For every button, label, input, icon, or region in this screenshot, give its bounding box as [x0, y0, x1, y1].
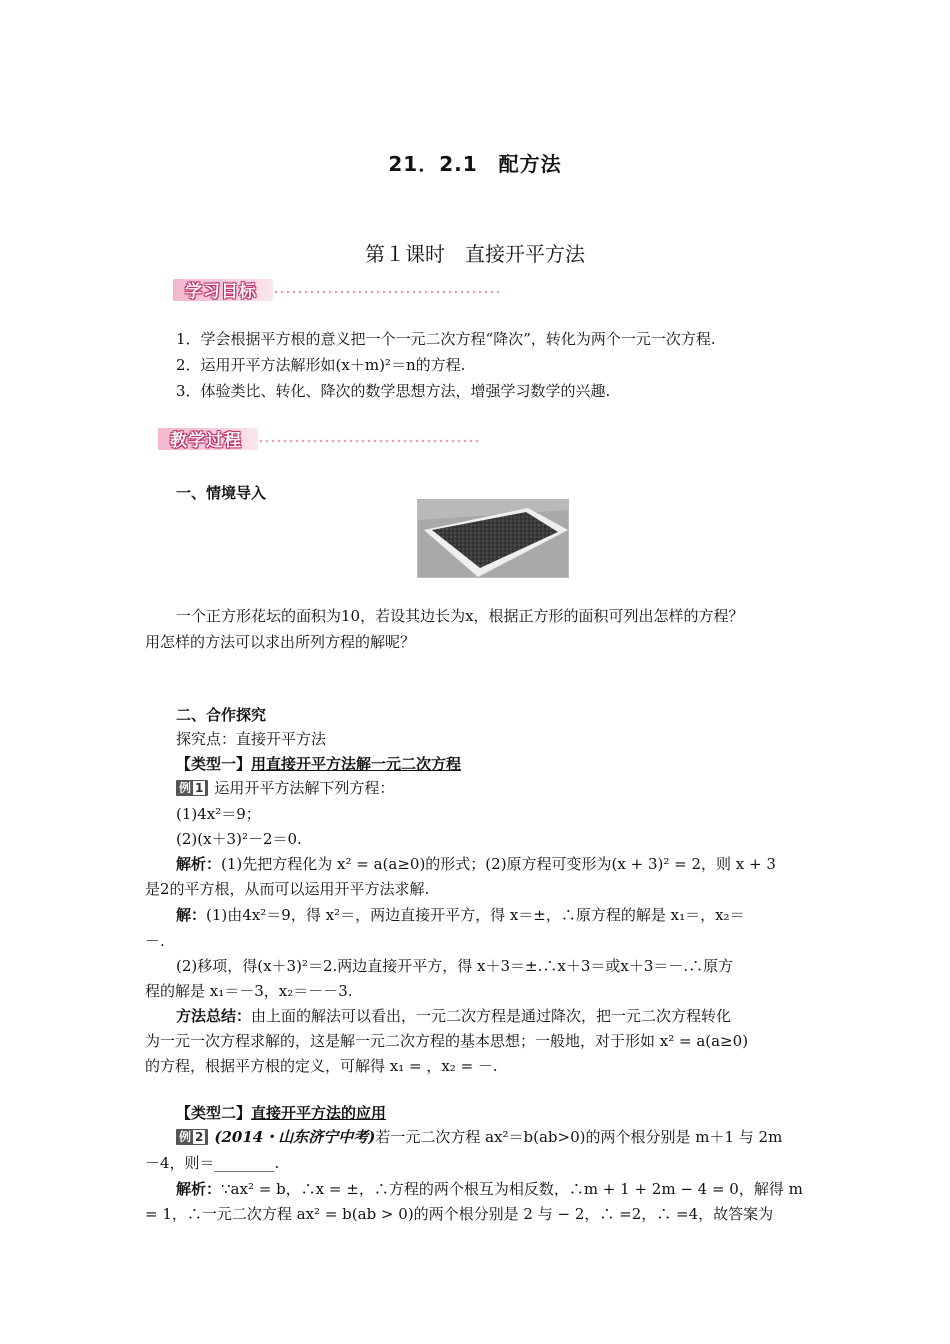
analysis-label: 解析： — [176, 1180, 222, 1198]
solution2-line1: (2)移项，得(x＋3)²＝2.两边直接开平方，得 x＋3＝±.∴x＋3＝或x＋3＝－.∴原方 — [176, 957, 734, 975]
analysis2-line2: = 1，∴一元二次方程 ax² = b(ab > 0)的两个根分别是 2 与 − 2，∴ =2，∴ =4，故答案为 — [145, 1205, 774, 1223]
goal-item-2: 2．运用开平方法解形如(x＋m)²＝n的方程. — [176, 356, 466, 374]
type2-title: 直接开平方法的应用 — [251, 1104, 387, 1122]
type1-label: 【类型一】 — [176, 755, 252, 773]
scenario-text-line2: 用怎样的方法可以求出所列方程的解呢？ — [145, 633, 416, 651]
flowerbed-illustration — [418, 500, 568, 577]
solution1-line2: －. — [145, 932, 165, 950]
type1-title: 用直接开平方法解一元二次方程 — [251, 755, 462, 773]
process-banner — [158, 425, 484, 451]
example1-prompt: 运用开平方法解下列方程： — [214, 779, 395, 797]
scenario-text-line1: 一个正方形花坛的面积为10，若设其边长为x，根据正方形的面积可列出怎样的方程？ — [176, 607, 744, 625]
banner-dots — [258, 439, 480, 443]
example1-q1: (1)4x²＝9； — [176, 805, 261, 823]
goals-banner — [173, 276, 503, 302]
goal-item-1: 1．学会根据平方根的意义把一个一元二次方程“降次”，转化为两个一元一次方程. — [176, 330, 716, 348]
example1-line — [176, 775, 394, 801]
example1-q2: (2)(x＋3)²－2＝0. — [176, 830, 302, 848]
method-label: 方法总结： — [176, 1007, 252, 1025]
example2-line2: －4，则＝________. — [145, 1154, 280, 1172]
section1-heading: 一、情境导入 — [176, 484, 267, 502]
goals-banner-label: 学习目标 — [185, 281, 257, 302]
process-banner-label: 教学过程 — [170, 430, 242, 451]
example2-line1: 例 2 (2014・山东济宁中考)若一元二次方程 ax²＝b(ab>0)的两个根分别是 m＋1 与 2m — [176, 1124, 782, 1150]
solution2-line2: 程的解是 x₁＝－3，x₂＝－－3. — [145, 982, 353, 1000]
goal-item-3: 3．体验类比、转化、降次的数学思想方法，增强学习数学的兴趣. — [176, 382, 611, 400]
analysis1-line2: 是2的平方根，从而可以运用开平方法求解. — [145, 880, 430, 898]
analysis1-line1: 解析：(1)先把方程化为 x² = a(a≥0)的形式；(2)原方程可变形为(x + 3)² = 2，则 x + 3 — [176, 855, 776, 873]
document-title: 21．2.1 配方法 — [388, 152, 562, 176]
type2-heading — [176, 1100, 386, 1126]
banner-dots — [273, 290, 499, 294]
method-summary-line1: 方法总结：由上面的解法可以看出，一元二次方程是通过降次，把一元二次方程转化 — [176, 1007, 732, 1025]
flowerbed-photo — [417, 499, 569, 578]
type1-heading — [176, 751, 461, 777]
solution-label: 解： — [176, 906, 207, 924]
example-badge: 例 2 — [176, 1129, 208, 1145]
type2-label: 【类型二】 — [176, 1104, 252, 1122]
method-summary-line2: 为一元一次方程求解的，这是解一元二次方程的基本思想；一般地，对于形如 x² = a(a≥0) — [145, 1032, 749, 1050]
analysis2-line1: 解析：∵ax² = b，∴x = ±，∴方程的两个根互为相反数，∴m + 1 + 2m − 4 = 0，解得 m — [176, 1180, 803, 1198]
section2-heading: 二、合作探究 — [176, 706, 267, 724]
explore-point: 探究点：直接开平方法 — [176, 730, 327, 748]
method-summary-line3: 的方程，根据平方根的定义，可解得 x₁ = ，x₂ = －. — [145, 1057, 498, 1075]
example2-source: (2014・山东济宁中考) — [214, 1128, 376, 1146]
solution1-line1: 解：(1)由4x²＝9，得 x²＝，两边直接开平方，得 x＝±，∴原方程的解是 x₁＝，x₂＝ — [176, 906, 745, 924]
lesson-subtitle: 第１课时 直接开平方法 — [365, 242, 585, 266]
analysis-label: 解析： — [176, 855, 222, 873]
example-badge: 例 1 — [176, 780, 208, 796]
